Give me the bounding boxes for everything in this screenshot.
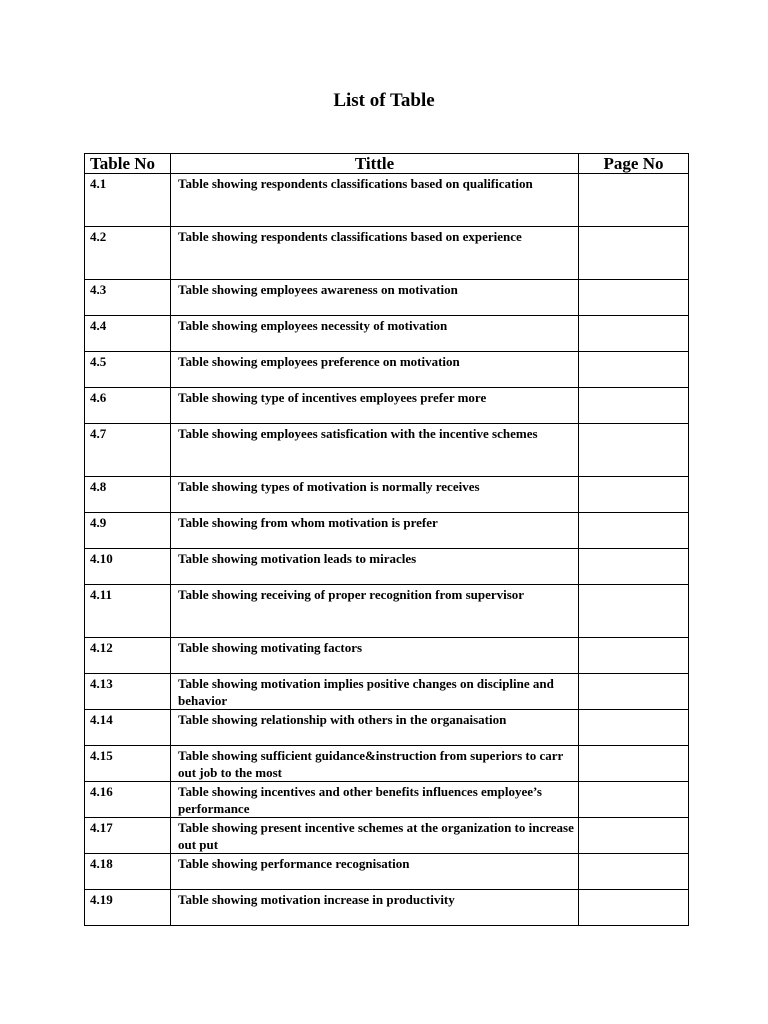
page-number	[579, 746, 689, 782]
table-number: 4.2	[85, 227, 171, 280]
table-number: 4.9	[85, 513, 171, 549]
table-row	[85, 316, 689, 352]
table-title: Table showing type of incentives employees prefer more	[171, 388, 579, 424]
table-title: Table showing sufficient guidance&instruction from superiors to carr out job to the most	[171, 746, 579, 782]
table-number: 4.5	[85, 352, 171, 388]
table-title: Table showing motivating factors	[171, 638, 579, 674]
table-number: 4.15	[85, 746, 171, 782]
table-title: Table showing employees awareness on motivation	[171, 280, 579, 316]
page-number	[579, 638, 689, 674]
header-title: Tittle	[171, 154, 579, 174]
table-number: 4.19	[85, 890, 171, 926]
table-row	[85, 854, 689, 890]
table-title: Table showing relationship with others in the organaisation	[171, 710, 579, 746]
table-title: Table showing respondents classifications based on qualification	[171, 174, 579, 227]
table-row	[85, 638, 689, 674]
table-row	[85, 746, 689, 782]
table-number: 4.7	[85, 424, 171, 477]
page-number	[579, 549, 689, 585]
table-title: Table showing motivation leads to miracles	[171, 549, 579, 585]
page-number	[579, 854, 689, 890]
table-title: Table showing present incentive schemes at the organization to increase out put	[171, 818, 579, 854]
table-row	[85, 388, 689, 424]
table-number: 4.13	[85, 674, 171, 710]
table-title: Table showing performance recognisation	[171, 854, 579, 890]
page-number	[579, 674, 689, 710]
header-table-no: Table No	[85, 154, 171, 174]
page-number	[579, 316, 689, 352]
table-title: Table showing from whom motivation is prefer	[171, 513, 579, 549]
table-number: 4.3	[85, 280, 171, 316]
table-number: 4.14	[85, 710, 171, 746]
table-row	[85, 674, 689, 710]
page-number	[579, 424, 689, 477]
table-row	[85, 513, 689, 549]
header-row	[85, 154, 689, 174]
table-row	[85, 585, 689, 638]
table-row	[85, 352, 689, 388]
table-row	[85, 782, 689, 818]
table-row	[85, 890, 689, 926]
header-page-no: Page No	[579, 154, 689, 174]
table-number: 4.1	[85, 174, 171, 227]
page-number	[579, 352, 689, 388]
table-title: Table showing respondents classifications based on experience	[171, 227, 579, 280]
page-number	[579, 174, 689, 227]
page-number	[579, 585, 689, 638]
table-row	[85, 818, 689, 854]
page-number	[579, 227, 689, 280]
table-title: Table showing employees preference on motivation	[171, 352, 579, 388]
page-number	[579, 280, 689, 316]
page-number	[579, 388, 689, 424]
page-number	[579, 782, 689, 818]
table-row	[85, 280, 689, 316]
page-number	[579, 513, 689, 549]
table-title: Table showing receiving of proper recognition from supervisor	[171, 585, 579, 638]
table-number: 4.8	[85, 477, 171, 513]
page-number	[579, 890, 689, 926]
page-title: List of Table	[333, 90, 435, 111]
table-number: 4.10	[85, 549, 171, 585]
table-number: 4.6	[85, 388, 171, 424]
table-row	[85, 477, 689, 513]
table-title: Table showing types of motivation is normally receives	[171, 477, 579, 513]
page-number	[579, 818, 689, 854]
table-title: Table showing incentives and other benefits influences employee’s performance	[171, 782, 579, 818]
page-number	[579, 710, 689, 746]
table-number: 4.18	[85, 854, 171, 890]
table-number: 4.17	[85, 818, 171, 854]
list-of-tables	[84, 153, 689, 926]
table-title: Table showing employees necessity of motivation	[171, 316, 579, 352]
table-row	[85, 549, 689, 585]
table-row	[85, 424, 689, 477]
table-title: Table showing employees satisfication with the incentive schemes	[171, 424, 579, 477]
page-number	[579, 477, 689, 513]
table-number: 4.12	[85, 638, 171, 674]
table-title: Table showing motivation increase in productivity	[171, 890, 579, 926]
table-row	[85, 710, 689, 746]
table-row	[85, 174, 689, 227]
table-row	[85, 227, 689, 280]
table-number: 4.16	[85, 782, 171, 818]
table-title: Table showing motivation implies positive changes on discipline and behavior	[171, 674, 579, 710]
table-number: 4.11	[85, 585, 171, 638]
table-number: 4.4	[85, 316, 171, 352]
